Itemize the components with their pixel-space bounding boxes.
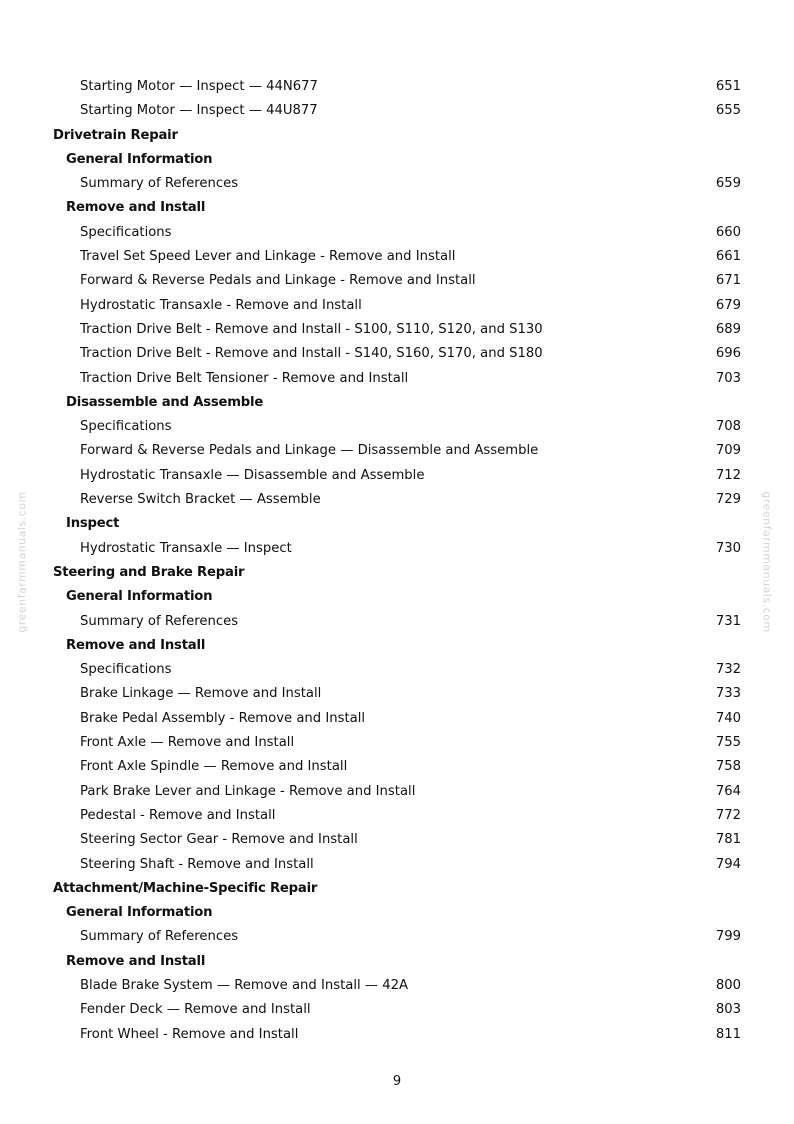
toc-page-number: 731 <box>715 613 741 629</box>
toc-entry[interactable] <box>0 733 794 757</box>
toc-entry[interactable] <box>0 660 794 684</box>
toc-page-number: 755 <box>715 735 741 751</box>
toc-entry-title: Starting Motor — Inspect — 44N677 <box>80 79 318 94</box>
toc-entry-title: Traction Drive Belt Tensioner - Remove and Install <box>80 370 409 386</box>
toc-entry[interactable] <box>0 441 794 465</box>
toc-page-number: 712 <box>715 467 741 483</box>
toc-section <box>0 903 794 927</box>
toc-entry-title: Drivetrain Repair <box>53 127 178 143</box>
toc-entry-title: Park Brake Lever and Linkage - Remove and Install <box>80 783 416 799</box>
toc-page-number: 660 <box>715 224 741 240</box>
toc-entry-title: Hydrostatic Transaxle — Disassemble and Assemble <box>80 467 425 483</box>
toc-page-number: 729 <box>715 492 741 508</box>
toc-entry-title: Forward & Reverse Pedals and Linkage — Disassemble and Assemble <box>80 443 539 459</box>
toc-page-number: 689 <box>715 321 741 337</box>
toc-entry-title: Reverse Switch Bracket — Assemble <box>80 492 321 508</box>
toc-entry-title: Summary of References <box>80 613 239 629</box>
toc-page-number: 732 <box>715 662 741 678</box>
toc-entry-title: Traction Drive Belt - Remove and Install - S100, S110, S120, and S130 <box>80 321 543 337</box>
toc-entry[interactable] <box>0 369 794 393</box>
toc-entry[interactable] <box>0 320 794 344</box>
toc-entry-title: Specifications <box>80 662 172 678</box>
toc-entry-title: Forward & Reverse Pedals and Linkage - Remove and Install <box>80 273 476 289</box>
toc-entry[interactable] <box>0 1000 794 1024</box>
watermark-left: greenfarmmanuals.com <box>15 491 29 633</box>
toc-entry[interactable] <box>0 976 794 1000</box>
toc-entry[interactable] <box>0 539 794 563</box>
toc-section <box>0 587 794 611</box>
toc-entry-title: General Information <box>66 589 213 605</box>
toc-entry[interactable] <box>0 296 794 320</box>
toc-entry-title: Front Axle Spindle — Remove and Install <box>80 759 348 775</box>
toc-page-number: 679 <box>715 297 741 313</box>
toc-entry-title: Disassemble and Assemble <box>66 394 264 410</box>
toc-entry[interactable] <box>0 684 794 708</box>
toc-entry[interactable] <box>0 77 794 101</box>
toc-entry[interactable] <box>0 709 794 733</box>
toc-entry-title: Hydrostatic Transaxle - Remove and Install <box>80 297 362 313</box>
toc-page-number: 772 <box>715 807 741 823</box>
watermark-right: greenfarmmanuals.com <box>760 491 774 633</box>
toc-entry-title: Summary of References <box>80 929 239 945</box>
toc-entry-title: Inspect <box>66 516 120 532</box>
toc-entry-title: Starting Motor — Inspect — 44U877 <box>80 103 318 119</box>
toc-entry[interactable] <box>0 174 794 198</box>
toc-section <box>0 150 794 174</box>
toc-entry-title: Brake Pedal Assembly - Remove and Install <box>80 710 366 726</box>
toc-section <box>0 952 794 976</box>
toc-entry-title: Fender Deck — Remove and Install <box>80 1002 311 1018</box>
toc-entry-title: Specifications <box>80 419 172 435</box>
toc-entry-title: Remove and Install <box>66 953 206 969</box>
toc-entry-title: Attachment/Machine-Specific Repair <box>53 880 318 896</box>
page-number: 9 <box>392 1074 402 1089</box>
toc-entry-title: Traction Drive Belt - Remove and Install - S140, S160, S170, and S180 <box>80 346 543 362</box>
toc-page-number: 733 <box>715 686 741 702</box>
toc-section <box>0 198 794 222</box>
toc-entry-title: Hydrostatic Transaxle — Inspect <box>80 540 292 556</box>
toc-page-number: 803 <box>715 1002 741 1018</box>
toc-entry[interactable] <box>0 344 794 368</box>
toc-page-number: 696 <box>715 346 741 362</box>
toc-entry[interactable] <box>0 806 794 830</box>
toc-page-number: 659 <box>715 176 741 192</box>
table-of-contents <box>0 77 794 1049</box>
toc-entry[interactable] <box>0 101 794 125</box>
toc-section <box>0 514 794 538</box>
toc-entry-title: Specifications <box>80 224 172 240</box>
toc-entry-title: Blade Brake System — Remove and Install — 42A <box>80 977 409 993</box>
toc-entry[interactable] <box>0 830 794 854</box>
toc-entry[interactable] <box>0 855 794 879</box>
toc-page-number: 703 <box>715 370 741 386</box>
toc-entry[interactable] <box>0 223 794 247</box>
toc-entry-title: Pedestal - Remove and Install <box>80 807 276 823</box>
toc-page-number: 794 <box>715 856 741 872</box>
toc-entry[interactable] <box>0 782 794 806</box>
toc-page-number: 651 <box>715 79 741 94</box>
toc-entry[interactable] <box>0 417 794 441</box>
toc-chapter <box>0 126 794 150</box>
toc-chapter <box>0 563 794 587</box>
toc-entry-title: Summary of References <box>80 176 239 192</box>
toc-entry-title: Front Axle — Remove and Install <box>80 735 295 751</box>
toc-page-number: 799 <box>715 929 741 945</box>
toc-entry-title: Remove and Install <box>66 637 206 653</box>
toc-entry-title: Steering Sector Gear - Remove and Install <box>80 832 358 848</box>
toc-entry[interactable] <box>0 1025 794 1049</box>
toc-page-number: 800 <box>715 977 741 993</box>
toc-entry[interactable] <box>0 927 794 951</box>
toc-entry[interactable] <box>0 757 794 781</box>
toc-entry[interactable] <box>0 612 794 636</box>
toc-section <box>0 636 794 660</box>
toc-entry[interactable] <box>0 490 794 514</box>
toc-entry-title: Steering and Brake Repair <box>53 564 245 580</box>
toc-entry-title: Remove and Install <box>66 200 206 216</box>
toc-entry-title: General Information <box>66 905 213 921</box>
toc-entry[interactable] <box>0 466 794 490</box>
toc-page-number: 781 <box>715 832 741 848</box>
toc-page-number: 709 <box>715 443 741 459</box>
toc-page-number: 655 <box>715 103 741 119</box>
toc-entry[interactable] <box>0 247 794 271</box>
toc-page-number: 661 <box>715 249 741 265</box>
toc-page-number: 730 <box>715 540 741 556</box>
toc-page-number: 811 <box>715 1026 741 1042</box>
toc-entry-title: General Information <box>66 151 213 167</box>
toc-section <box>0 393 794 417</box>
toc-page-number: 708 <box>715 419 741 435</box>
toc-page-number: 758 <box>715 759 741 775</box>
toc-entry-title: Brake Linkage — Remove and Install <box>80 686 322 702</box>
toc-page-number: 671 <box>715 273 741 289</box>
toc-entry-title: Travel Set Speed Lever and Linkage - Remove and Install <box>80 249 456 265</box>
toc-page-number: 740 <box>715 710 741 726</box>
toc-entry-title: Front Wheel - Remove and Install <box>80 1026 299 1042</box>
toc-entry-title: Steering Shaft - Remove and Install <box>80 856 314 872</box>
toc-entry[interactable] <box>0 271 794 295</box>
toc-chapter <box>0 879 794 903</box>
toc-page-number: 764 <box>715 783 741 799</box>
